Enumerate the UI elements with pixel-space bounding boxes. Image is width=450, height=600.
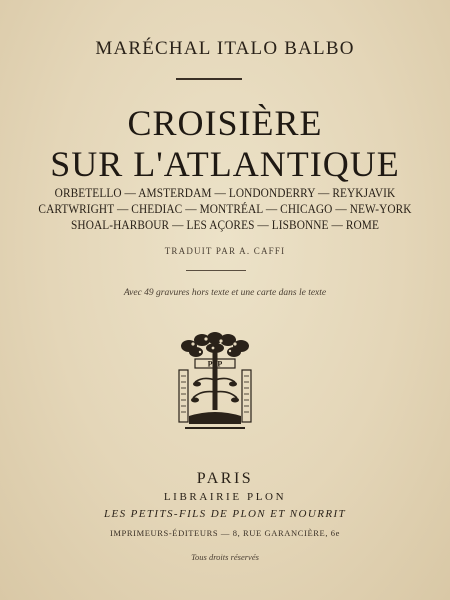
translator-credit: TRADUIT PAR A. CAFFI <box>164 246 286 256</box>
divider-rule <box>186 270 246 271</box>
book-title-line-1: CROISIÈRE <box>127 103 323 143</box>
imprint-address: IMPRIMEURS-ÉDITEURS — 8, RUE GARANCIÈRE, 6e <box>109 528 341 538</box>
publisher-emblem-icon <box>175 332 255 432</box>
author-name: MARÉCHAL ITALO BALBO <box>95 38 355 59</box>
rights-notice: Tous droits réservés <box>191 552 259 562</box>
route-line-3: SHOAL-HARBOUR — LES AÇORES — LISBONNE — ROME <box>71 218 379 232</box>
imprint-city: PARIS <box>196 470 254 487</box>
book-title-line-2: SUR L'ATLANTIQUE <box>50 144 400 184</box>
route-line-1: ORBETELLO — AMSTERDAM — LONDONDERRY — REYKJAVIK <box>54 186 396 200</box>
divider-rule <box>176 78 242 80</box>
route-line-2: CARTWRIGHT — CHEDIAC — MONTRÉAL — CHICAGO — NEW-YORK <box>38 202 412 216</box>
imprint-successor: LES PETITS-FILS DE PLON ET NOURRIT <box>103 508 347 520</box>
svg-text:PPP: PPP <box>207 359 223 369</box>
illustrations-note: Avec 49 gravures hors texte et une carte dans le texte <box>123 288 327 298</box>
imprint-publisher: LIBRAIRIE PLON <box>163 491 287 503</box>
